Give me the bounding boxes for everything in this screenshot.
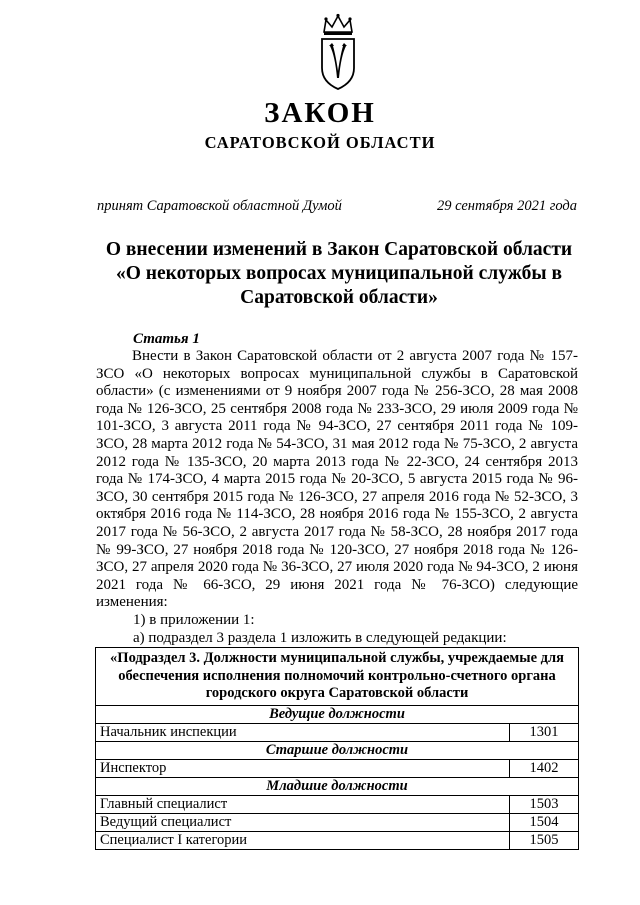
table-row xyxy=(96,831,579,849)
position-title: Специалист I категории xyxy=(96,831,510,849)
table-caption: «Подраздел 3. Должности муниципальной службы, учреждаемые для обеспечения исполнения полномочий контрольно-счетного органа городского округа Саратовской области xyxy=(96,648,579,706)
law-title: ЗАКОН xyxy=(264,97,376,129)
article-text: Внести в Закон Саратовской области от 2 августа 2007 года № 157-ЗСО «О некоторых вопросах муниципальной службы в Саратовской области» (с изменениями от 9 ноября 2007 года № 256-ЗСО, 28 мая 2008 года № 126-ЗСО, 25 сентября 2008 года № 233-ЗСО, 29 июля 2009 года № 101-ЗСО, 3 августа 2011 года № 94-ЗСО, 27 сентября 2011 года № 109-ЗСО, 28 марта 2012 года № 54-ЗСО, 31 мая 2012 года № 75-ЗСО, 2 августа 2012 года № 135-ЗСО, 20 марта 2013 года № 22-ЗСО, 24 сентября 2013 года № 174-ЗСО, 4 марта 2015 года № 20-ЗСО, 5 августа 2015 года № 96-ЗСО, 30 сентября 2015 года № 126-ЗСО, 27 апреля 2016 года № 52-ЗСО, 3 октября 2016 года № 114-ЗСО, 28 ноября 2016 года № 155-ЗСО, 2 августа 2017 года № 56-ЗСО, 2 августа 2017 года № 58-ЗСО, 28 ноября 2017 года № 99-ЗСО, 27 ноября 2018 года № 120-ЗСО, 27 ноября 2018 года № 126-ЗСО, 27 апреля 2020 года № 36-ЗСО, 27 июля 2020 года № 94-ЗСО, 2 июня 2021 года № 66-ЗСО, 29 июня 2021 года № 76-ЗСО) следующие изменения: xyxy=(96,348,578,611)
list-item-a: а) подраздел 3 раздела 1 изложить в следующей редакции: xyxy=(133,630,507,646)
article-heading: Статья 1 xyxy=(133,331,200,347)
position-code: 1504 xyxy=(510,813,579,831)
position-code: 1301 xyxy=(510,723,579,741)
table-row xyxy=(96,795,579,813)
position-title: Начальник инспекции xyxy=(96,723,510,741)
group-row xyxy=(96,741,579,759)
position-title: Ведущий специалист xyxy=(96,813,510,831)
adopted-date: 29 сентября 2021 года xyxy=(436,198,577,214)
region-name: САРАТОВСКОЙ ОБЛАСТИ xyxy=(204,133,436,152)
position-title: Инспектор xyxy=(96,759,510,777)
position-code: 1505 xyxy=(510,831,579,849)
coat-of-arms-icon xyxy=(318,12,358,92)
positions-table xyxy=(95,647,579,850)
group-heading: Старшие должности xyxy=(96,741,579,759)
group-row xyxy=(96,705,579,723)
position-code: 1503 xyxy=(510,795,579,813)
position-code: 1402 xyxy=(510,759,579,777)
table-row xyxy=(96,723,579,741)
group-heading: Ведущие должности xyxy=(96,705,579,723)
table-caption-row xyxy=(96,648,579,706)
group-row xyxy=(96,777,579,795)
document-title: О внесении изменений в Закон Саратовской области «О некоторых вопросах муниципальной службы в Саратовской области» xyxy=(105,239,573,308)
adopted-by: принят Саратовской областной Думой xyxy=(97,198,342,214)
table-row xyxy=(96,813,579,831)
position-title: Главный специалист xyxy=(96,795,510,813)
group-heading: Младшие должности xyxy=(96,777,579,795)
table-row xyxy=(96,759,579,777)
list-item-1: 1) в приложении 1: xyxy=(133,612,255,628)
